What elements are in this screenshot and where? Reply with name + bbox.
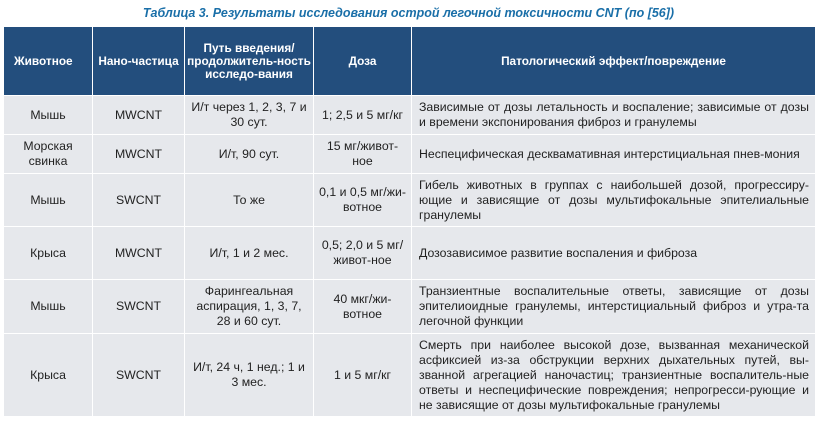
header-particle: Нано-частица xyxy=(93,27,185,96)
cell-particle: MWCNT xyxy=(93,96,185,135)
cell-effect: Транзиентные воспалительные ответы, зависящие от дозы эпителиоидные гранулемы, интерстициальный фиброз и утра-та легочной функции xyxy=(412,280,816,334)
cell-animal: Мышь xyxy=(4,280,93,334)
header-effect: Патологический эффект/повреждение xyxy=(412,27,816,96)
table-row xyxy=(4,96,816,135)
cell-route: То же xyxy=(185,174,314,227)
table-row xyxy=(4,334,816,417)
cell-dose: 1 и 5 мг/кг xyxy=(314,334,412,417)
cell-effect: Дозозависимое развитие воспаления и фиброза xyxy=(412,227,816,280)
cell-particle: SWCNT xyxy=(93,280,185,334)
toxicity-table xyxy=(3,26,816,417)
cell-dose: 0,5; 2,0 и 5 мг/живот-ное xyxy=(314,227,412,280)
cell-animal: Морская свинка xyxy=(4,135,93,174)
cell-animal: Крыса xyxy=(4,334,93,417)
cell-dose: 0,1 и 0,5 мг/жи-вотное xyxy=(314,174,412,227)
cell-route: Фарингеальная аспирация, 1, 3, 7, 28 и 60 сут. xyxy=(185,280,314,334)
cell-animal: Мышь xyxy=(4,96,93,135)
cell-particle: SWCNT xyxy=(93,334,185,417)
cell-dose: 15 мг/живот-ное xyxy=(314,135,412,174)
cell-route: И/т, 24 ч, 1 нед.; 1 и 3 мес. xyxy=(185,334,314,417)
cell-dose: 1; 2,5 и 5 мг/кг xyxy=(314,96,412,135)
header-dose: Доза xyxy=(314,27,412,96)
cell-particle: SWCNT xyxy=(93,174,185,227)
cell-animal: Крыса xyxy=(4,227,93,280)
table-row xyxy=(4,174,816,227)
cell-effect: Гибель животных в группах с наибольшей дозой, прогрессиру-ющие и зависящие от дозы мультифокальные эпителиальные гранулемы xyxy=(412,174,816,227)
cell-route: И/т через 1, 2, 3, 7 и 30 сут. xyxy=(185,96,314,135)
cell-effect: Смерть при наиболее высокой дозе, вызванная механической асфиксией из-за обструкции верхних дыхательных путей, вы-званной агрегацией наночастиц; транзиентные воспалитель-ные ответы и неспецифические повреждения; непрогресси-рующие и не зависящие от дозы мультифокальные гранулемы xyxy=(412,334,816,417)
cell-route: И/т, 1 и 2 мес. xyxy=(185,227,314,280)
cell-particle: MWCNT xyxy=(93,135,185,174)
table-row xyxy=(4,135,816,174)
header-animal: Животное xyxy=(4,27,93,96)
cell-route: И/т, 90 сут. xyxy=(185,135,314,174)
table-row xyxy=(4,227,816,280)
table-row xyxy=(4,280,816,334)
cell-dose: 40 мкг/жи-вотное xyxy=(314,280,412,334)
cell-effect: Неспецифическая десквамативная интерстициальная пнев-мония xyxy=(412,135,816,174)
cell-particle: MWCNT xyxy=(93,227,185,280)
cell-animal: Мышь xyxy=(4,174,93,227)
header-route: Путь введения/продолжитель-ность исследо-вания xyxy=(185,27,314,96)
cell-effect: Зависимые от дозы летальность и воспаление; зависимые от дозы и времени экспонирования фиброз и гранулемы xyxy=(412,96,816,135)
table-caption: Таблица 3. Результаты исследования острой легочной токсичности CNT (по [56]) xyxy=(142,6,675,20)
header-row xyxy=(4,27,816,96)
